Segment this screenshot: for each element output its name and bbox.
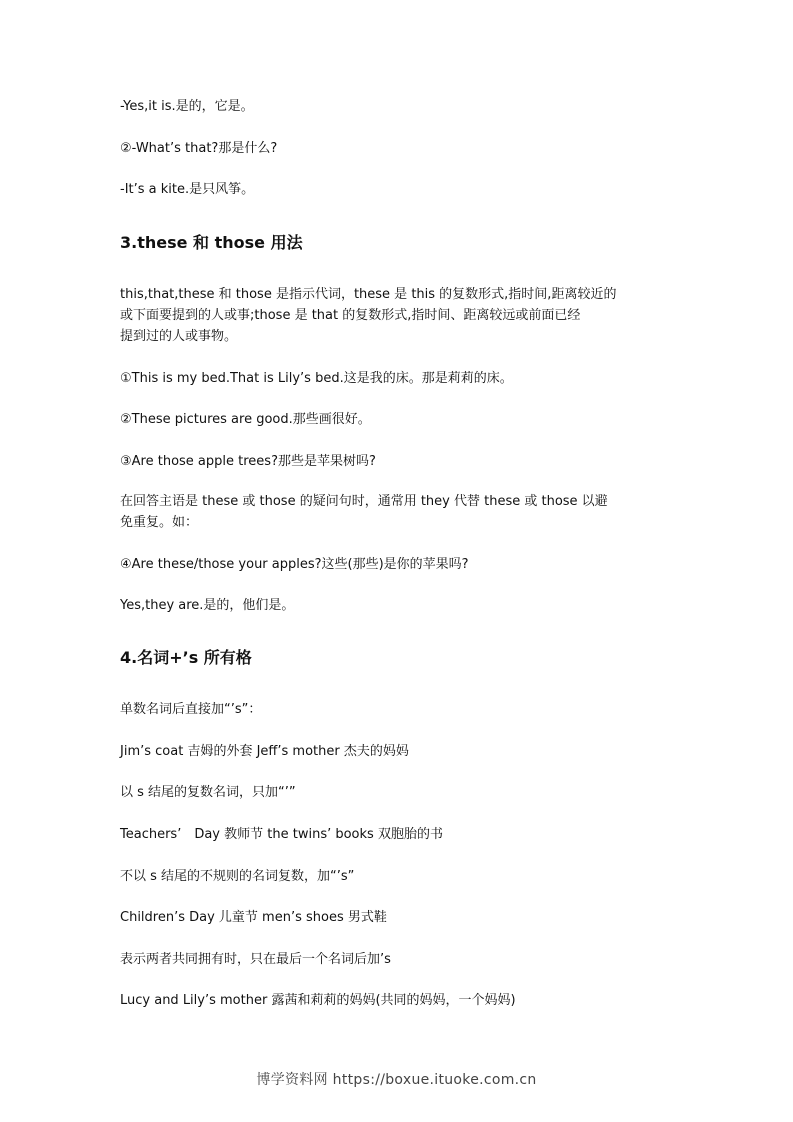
example-line: Lucy and Lily’s mother 露茜和莉莉的妈妈(共同的妈妈，一个妈妈): [120, 993, 516, 1008]
section-heading-3: 3.these 和 those 用法: [120, 233, 303, 252]
text-line: ②-What’s that?那是什么?: [120, 141, 278, 156]
section-heading-4: 4.名词+’s 所有格: [120, 648, 252, 667]
example-line: ②These pictures are good.那些画很好。: [120, 412, 371, 427]
rule-line: 以 s 结尾的复数名词，只加“’”: [120, 785, 296, 800]
paragraph-line: 或下面要提到的人或事;those 是 that 的复数形式,指时间、距离较远或前面已经: [120, 308, 581, 323]
page-footer-watermark: 博学资料网 https://boxue.ituoke.com.cn: [256, 1072, 537, 1088]
example-line: Jim’s coat 吉姆的外套 Jeff’s mother 杰夫的妈妈: [120, 744, 409, 759]
example-line: ①This is my bed.That is Lily’s bed.这是我的床。那是莉莉的床。: [120, 371, 513, 386]
paragraph-line: 免重复。如：: [120, 515, 199, 530]
example-line: Teachers’ Day 教师节 the twins’ books 双胞胎的书: [120, 827, 443, 842]
example-line: ④Are these/those your apples?这些(那些)是你的苹果吗?: [120, 557, 469, 572]
example-line: Children’s Day 儿童节 men’s shoes 男式鞋: [120, 910, 387, 925]
paragraph-line: 在回答主语是 these 或 those 的疑问句时，通常用 they 代替 these 或 those 以避: [120, 494, 608, 509]
text-line: -It’s a kite.是只风筝。: [120, 182, 255, 197]
paragraph-line: this,that,these 和 those 是指示代词，these 是 this 的复数形式,指时间,距离较近的: [120, 287, 617, 302]
paragraph-line: 提到过的人或事物。: [120, 329, 238, 344]
rule-line: 单数名词后直接加“’s”：: [120, 702, 262, 717]
rule-line: 不以 s 结尾的不规则的名词复数，加“’s”: [120, 869, 355, 884]
example-line: Yes,they are.是的，他们是。: [120, 598, 295, 613]
text-line: -Yes,it is.是的，它是。: [120, 99, 254, 114]
rule-line: 表示两者共同拥有时，只在最后一个名词后加’s: [120, 952, 391, 967]
example-line: ③Are those apple trees?那些是苹果树吗?: [120, 454, 376, 469]
